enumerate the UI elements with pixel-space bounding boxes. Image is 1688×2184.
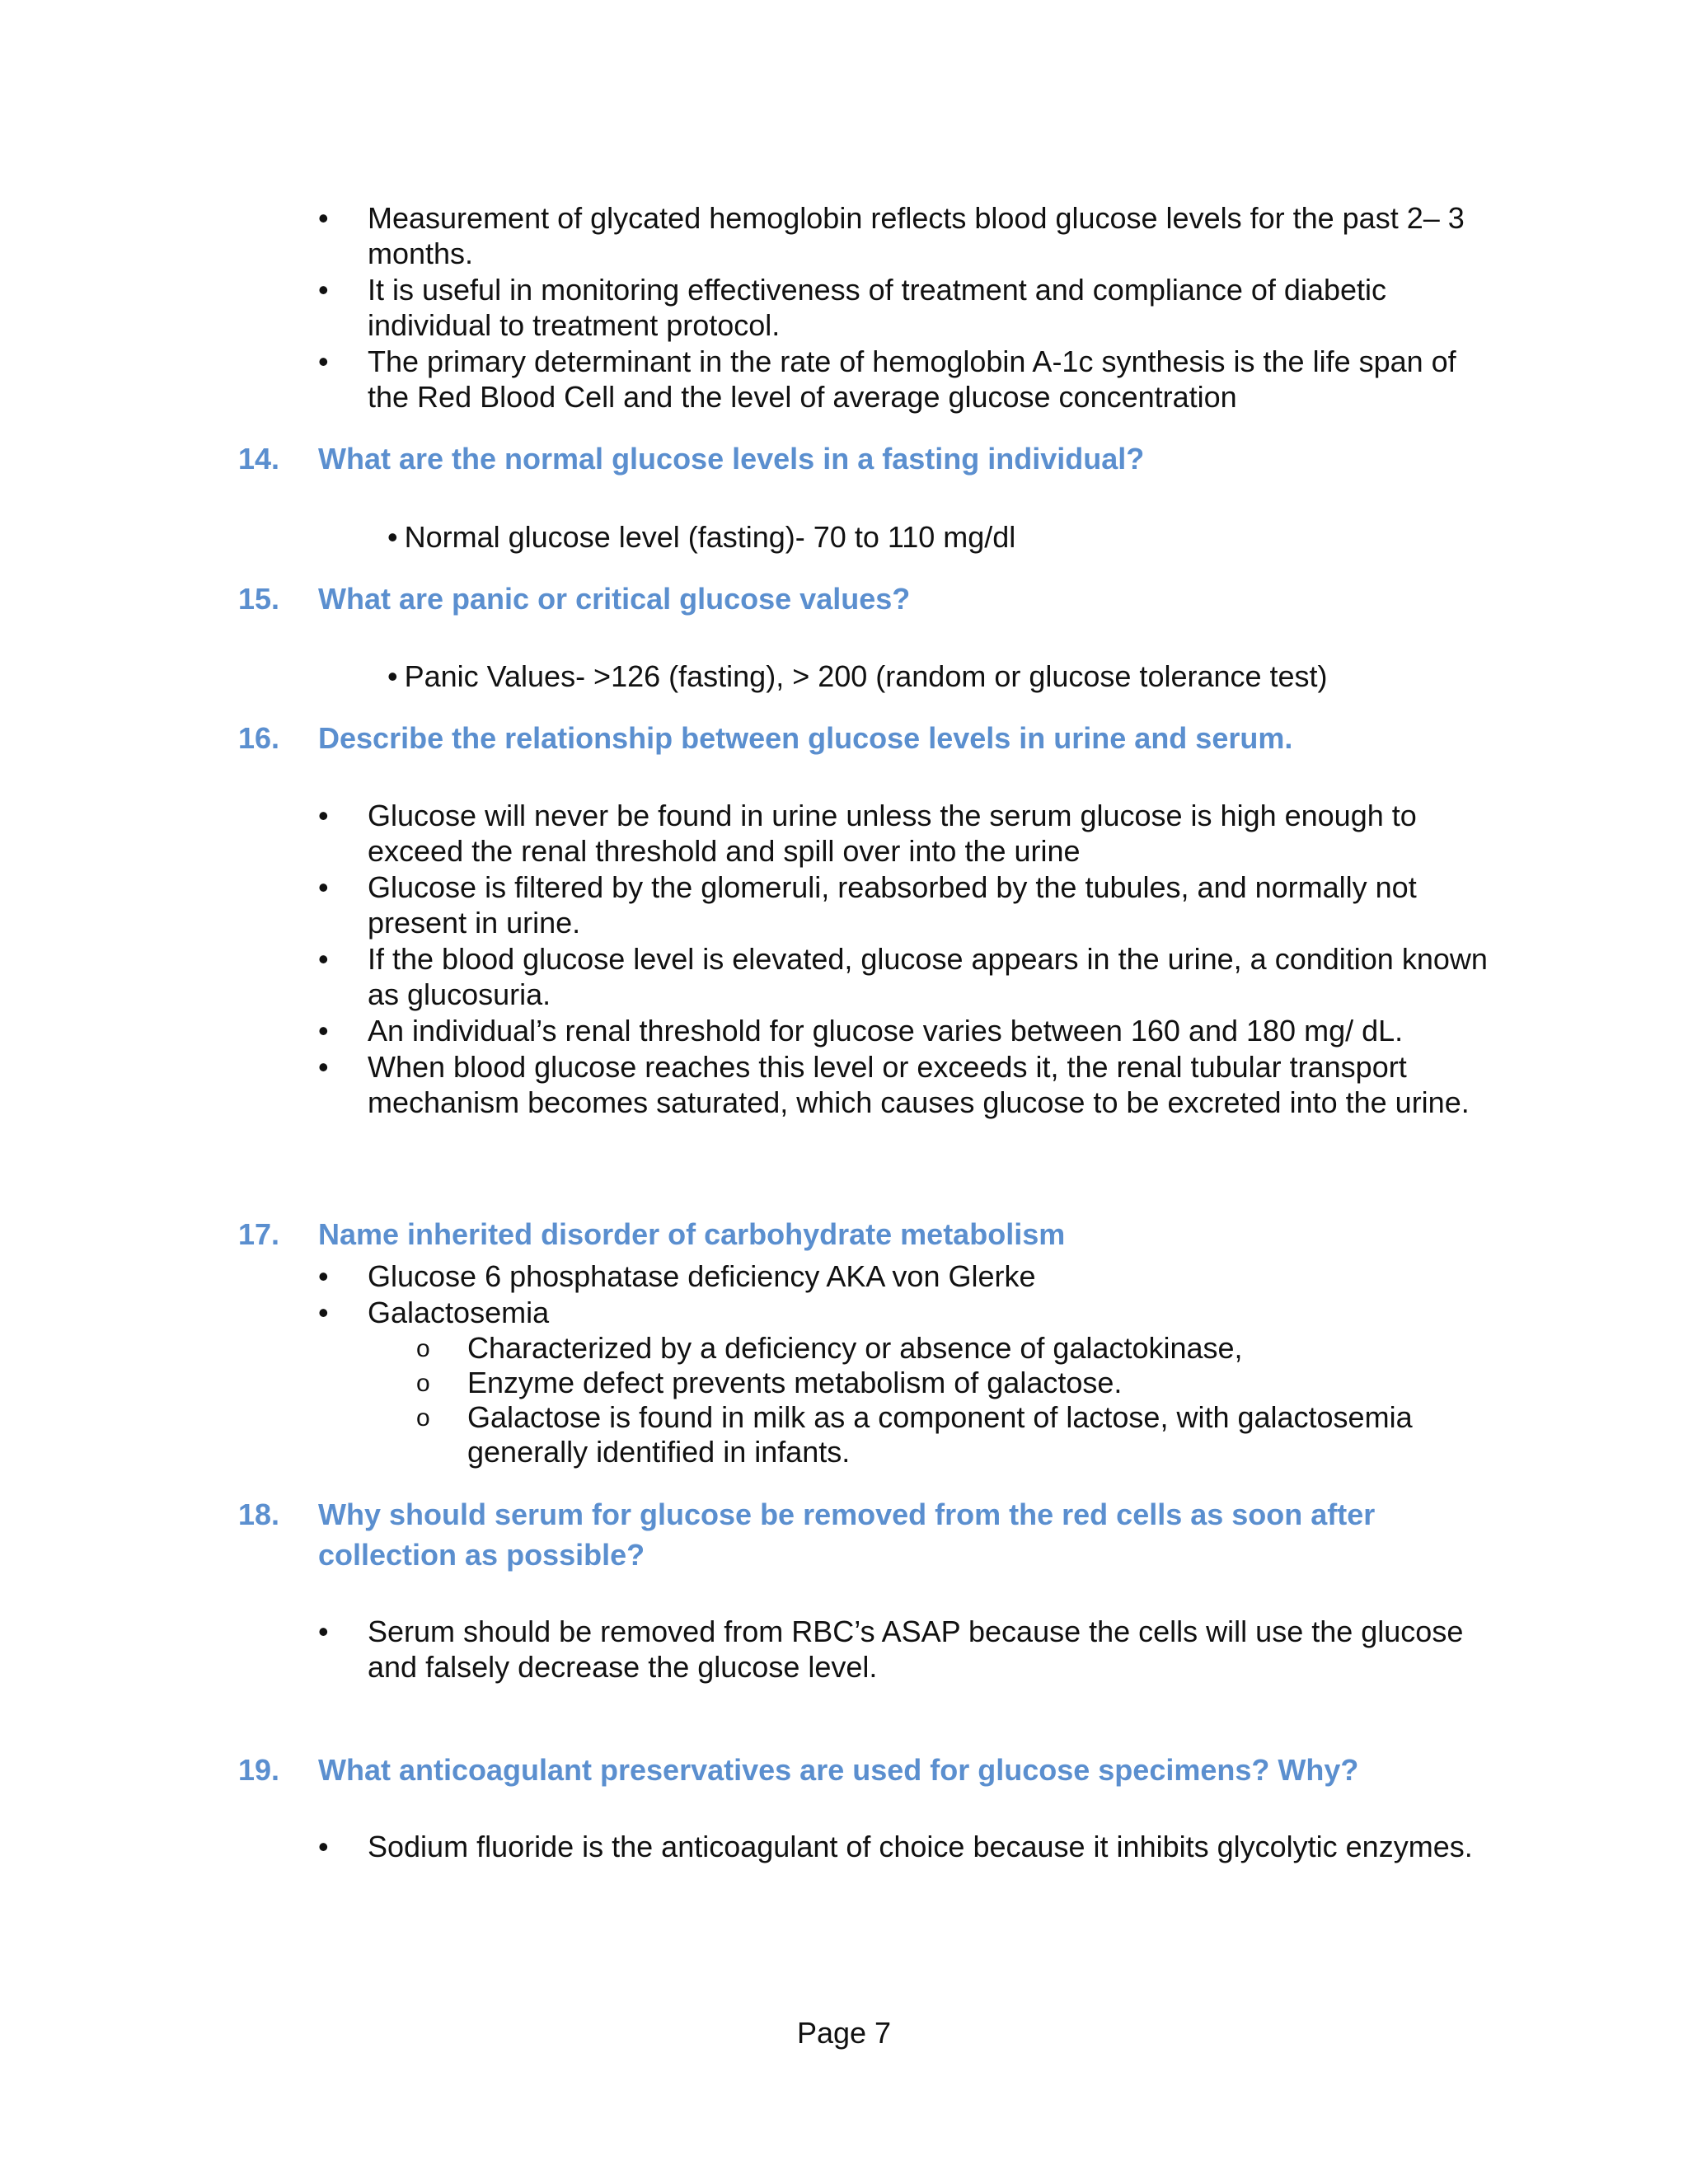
circle-bullet-icon: o [416,1370,430,1397]
bullet-icon: • [318,942,329,976]
answer-15 [387,658,1328,694]
list-item [0,1829,1505,1864]
answer-17 [0,1258,1688,1469]
bullet-icon: • [318,201,329,235]
question-number: 16. [238,721,280,755]
circle-bullet-icon: o [416,1335,430,1362]
page-number: Page 7 [796,2016,892,2050]
bullet-text: If the blood glucose level is elevated, glucose appears in the urine, a condition known as glucosuria. [368,942,1488,1011]
bullet-icon: • [318,1259,329,1293]
answer-text: Normal glucose level (fasting)- 70 to 110 mg/dl [404,520,1016,554]
bullet-icon: • [318,1014,329,1047]
bullet-text: Measurement of glycated hemoglobin reflects blood glucose levels for the past 2– 3 months. [368,201,1465,270]
intro-bullet-list [0,200,1688,415]
list-item [0,1366,1506,1400]
answer-19-list [0,1829,1688,1864]
list-item [0,344,1505,415]
bullet-text: Sodium fluoride is the anticoagulant of choice because it inhibits glycolytic enzymes. [368,1830,1473,1863]
bullet-text: Glucose will never be found in urine unless the serum glucose is high enough to exceed the renal threshold and spill over into the urine [368,799,1417,868]
bullet-text: It is useful in monitoring effectiveness of treatment and compliance of diabetic individual to treatment protocol. [368,273,1387,342]
question-number: 17. [238,1217,280,1251]
question-text: Name inherited disorder of carbohydrate metabolism [318,1217,1066,1251]
list-item [0,1258,1505,1294]
list-item [0,1013,1505,1048]
bullet-text: Serum should be removed from RBC’s ASAP because the cells will use the glucose and falsely decrease the glucose level. [368,1615,1464,1684]
bullet-icon: • [318,1296,329,1329]
bullet-icon: • [318,799,329,832]
list-item [0,798,1505,869]
question-text: What are panic or critical glucose values? [318,582,911,616]
bullet-text: Galactose is found in milk as a component of lactose, with galactosemia generally identified in infants. [467,1400,1413,1469]
bullet-icon: • [387,659,398,693]
answer-14 [387,519,1015,555]
list-item [0,869,1505,940]
bullet-icon: • [318,344,329,378]
list-item [0,1295,1505,1330]
list-item [0,200,1505,271]
question-number: 15. [238,582,280,616]
list-item [0,1331,1506,1366]
bullet-text: An individual’s renal threshold for glucose varies between 160 and 180 mg/ dL. [368,1014,1404,1047]
bullet-icon: • [318,870,329,904]
answer-18-list [0,1614,1688,1685]
question-text: What are the normal glucose levels in a fasting individual? [318,442,1145,476]
question-text: What anticoagulant preservatives are used for glucose specimens? Why? [318,1753,1359,1787]
list-item [0,1049,1505,1120]
intro-section [0,200,1688,415]
answer-17-list [0,1258,1688,1330]
answer-18 [0,1614,1688,1685]
answer-19 [0,1829,1688,1865]
list-item [0,1614,1505,1685]
answer-text: Panic Values- >126 (fasting), > 200 (random or glucose tolerance test) [404,659,1328,693]
answer-16 [0,798,1688,1121]
bullet-text: The primary determinant in the rate of hemoglobin A-1c synthesis is the life span of the Red Blood Cell and the level of average glucose concentration [368,344,1456,414]
bullet-icon: • [318,1830,329,1863]
bullet-text: Galactosemia [368,1296,550,1329]
question-number: 18. [238,1497,280,1531]
answer-16-list [0,798,1688,1120]
list-item [0,1400,1506,1469]
bullet-text: When blood glucose reaches this level or exceeds it, the renal tubular transport mechanism becomes saturated, which causes glucose to be excreted into the urine. [368,1050,1470,1119]
bullet-text: Glucose is filtered by the glomeruli, reabsorbed by the tubules, and normally not present in urine. [368,870,1417,940]
bullet-icon: • [318,1050,329,1084]
list-item [0,272,1505,343]
list-item [0,941,1505,1012]
galactosemia-sublist [0,1331,1688,1469]
bullet-text: Characterized by a deficiency or absence of galactokinase, [467,1331,1243,1365]
bullet-icon: • [387,520,398,554]
bullet-text: Enzyme defect prevents metabolism of galactose. [467,1366,1123,1399]
question-text: Why should serum for glucose be removed from the red cells as soon after collection as possible? [318,1497,1376,1572]
question-text: Describe the relationship between glucose levels in urine and serum. [318,721,1293,755]
circle-bullet-icon: o [416,1404,430,1432]
question-number: 19. [238,1753,280,1787]
question-number: 14. [238,442,280,476]
bullet-icon: • [318,1615,329,1648]
bullet-text: Glucose 6 phosphatase deficiency AKA von Glerke [368,1259,1036,1293]
bullet-icon: • [318,273,329,307]
